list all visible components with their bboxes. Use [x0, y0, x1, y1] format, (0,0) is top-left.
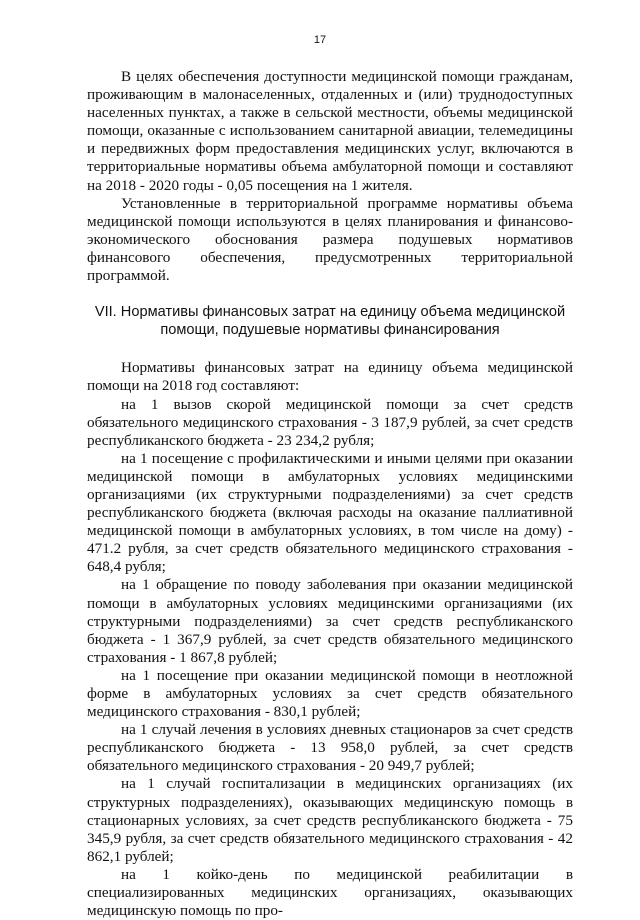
paragraph-hospitalization: на 1 случай госпитализации в медицинских организациях (их структурных подразделениях), оказывающих медицинскую помощь в стационарных условиях, за счет средств республиканского бюджета - 75 345,9 рубля, за счет средств обязательного медицинского страхования - 42 862,1 рублей;: [87, 775, 573, 865]
paragraph-ambulance-call: на 1 вызов скорой медицинской помощи за счет средств обязательного медицинского страхования - 3 187,9 рублей, за счет средств республиканского бюджета - 23 234,2 рубля;: [87, 395, 573, 449]
page-number: 17: [313, 34, 327, 46]
paragraph-program-norms: Установленные в территориальной программе нормативы объема медицинской помощи используются в целях планирования и финансово-экономического обоснования размера подушевых нормативов финансового обеспечения, предусмотренных территориальной программой.: [87, 194, 573, 285]
paragraph-rehabilitation-bed-day: на 1 койко-день по медицинской реабилитации в специализированных медицинских организациях, оказывающих медицинскую помощь по про-: [87, 865, 573, 920]
paragraph-intro: Нормативы финансовых затрат на единицу объема медицинской помощи на 2018 год составляют:: [87, 359, 573, 395]
section-heading: [87, 303, 573, 339]
paragraph-preventive-visit: на 1 посещение с профилактическими и иными целями при оказании медицинской помощи в амбулаторных условиях медицинскими организациями (их структурными подразделениями) за счет средств республиканского бюджета (включая расходы на оказание паллиативной медицинской помощи в амбулаторных условиях, в том числе на дому) - 471.2 рубля, за счет средств обязательного медицинского страхования - 648,4 рубля;: [87, 449, 573, 576]
paragraph-day-hospital: на 1 случай лечения в условиях дневных стационаров за счет средств республиканского бюджета - 13 958,0 рублей, за счет средств обязательного медицинского страхования - 20 949,7 рублей;: [87, 721, 573, 775]
paragraph-urgent-visit: на 1 посещение при оказании медицинской помощи в неотложной форме в амбулаторных условиях за счет средств обязательного медицинского страхования - 830,1 рублей;: [87, 666, 573, 721]
section-heading-line-2: помощи, подушевые нормативы финансирования: [160, 322, 500, 339]
section-heading-line-1: VII. Нормативы финансовых затрат на единицу объема медицинской: [94, 304, 566, 321]
document-body: [87, 68, 573, 920]
paragraph-disease-visit: на 1 обращение по поводу заболевания при оказании медицинской помощи в амбулаторных условиях медицинскими организациями (их структурными подразделениями) за счет средств республиканского бюджета - 1 367,9 рублей, за счет средств обязательного медицинского страхования - 1 867,8 рублей;: [87, 576, 573, 666]
paragraph-remote-areas: В целях обеспечения доступности медицинской помощи гражданам, проживающим в малонаселенных, отдаленных и (или) труднодоступных населенных пунктах, а также в сельской местности, объемы медицинской помощи, оказанные с использованием санитарной авиации, телемедицины и передвижных форм предоставления медицинских услуг, включаются в территориальные нормативы объема амбулаторной помощи и составляют на 2018 - 2020 годы - 0,05 посещения на 1 жителя.: [87, 68, 573, 194]
